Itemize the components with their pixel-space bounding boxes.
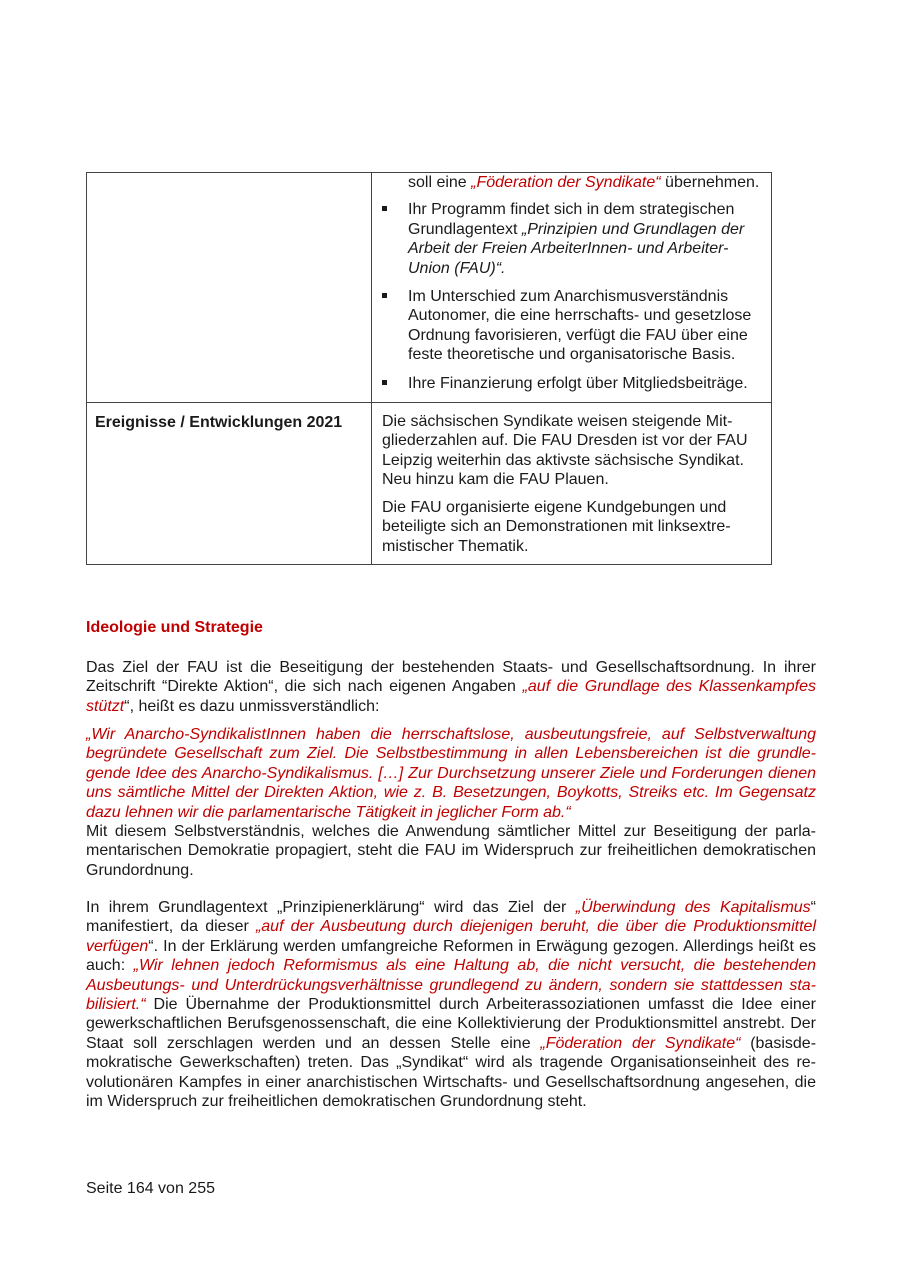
document-title: „Prinzipien und Grundlagen der Arbeit der Freien ArbeiterInnen- und Arbeiter-Union (FAU)“. — [408, 220, 745, 277]
section-heading: Ideologie und Strategie — [86, 619, 263, 636]
list-item: Ihr Programm findet sich in dem strategischen Grundlagentext „Prinzipien und Grundlagen der Arbeit der Freien ArbeiterInnen- und Arbeiter-Union (FAU)“. — [382, 200, 763, 278]
paragraph-principles: In ihrem Grundlagentext „Prinzipienerklärung“ wird das Ziel der „Überwindung des Kapitalismus“ manifestiert, da dieser „auf der Ausbeutung durch diejenigen beruht, die über die Produktionsmittel verfügen“. In der Erklärung werden umfangreiche Reformen in Erwägung gezogen. Allerdings heißt es auch: „Wir lehnen jedoch Reformismus als eine Haltung ab, die nicht versucht, die bestehenden Ausbeutungs- und Unterdrückungsverhältnisse grundlegend zu ändern, sondern sie stattdessen stabilisiert.“ Die Übernahme der Produktionsmittel durch Arbeiterassoziationen umfasst die Idee einer gewerkschaftlichen Berufsgenossenschaft, die eine Kollektivierung der Produktionsmittel anstrebt. Der Staat soll zerschlagen werden und an dessen Stelle eine „Föderation der Syndikate“ (basisdemokratische Gewerkschaften) treten. Das „Syndikat“ wird als tragende Organisationseinheit des revolutionären Kampfes in einer anarchistischen Wirtschafts- und Gesellschaftsordnung angesehen, die im Widerspruch zur freiheitlichen demokratischen Grundordnung steht. — [86, 899, 817, 1111]
page-number: Seite 164 von 255 — [86, 1180, 215, 1197]
info-table — [86, 172, 772, 565]
inline-quote: „Föderation der Syndikate“ — [540, 1034, 741, 1052]
inline-quote: „Wir lehnen jedoch Reformismus als eine Haltung ab, die nicht versucht, die bestehenden Ausbeutungs- und Unterdrückungsverhältnisse grundlegend zu ändern, sondern sie stattdessen stabilisiert.“ — [86, 957, 816, 1014]
continued-bullet: soll eine „Föderation der Syndikate“ übernehmen. — [408, 174, 760, 191]
row-label-empty — [87, 173, 372, 403]
inline-quote: „auf der Ausbeutung durch diejenigen beruht, die über die Produktionsmittel verfügen — [86, 918, 816, 955]
paragraph-conclusion: Mit diesem Selbstverständnis, welches die Anwendung sämtlicher Mittel zur Beseitigung der parlamentarischen Demokratie propagiert, steht die FAU im Widerspruch zur freiheitlichen demokratischen Grundordnung. — [86, 823, 816, 879]
bullet-list — [382, 200, 763, 393]
events-paragraph: Die sächsischen Syndikate weisen steigende Mitgliederzahlen auf. Die FAU Dresden ist vor der FAU Leipzig weiterhin das aktivste sächsische Syndikat. Neu hinzu kam die FAU Plauen. — [382, 413, 748, 489]
paragraph-intro: Das Ziel der FAU ist die Beseitigung der bestehenden Staats- und Gesellschaftsordnung. In ihrer Zeitschrift “Direkte Aktion“, die sich nach eigenen Angaben „auf die Grundlage des Klassenkampfes stützt“, heißt es dazu unmissverständlich: — [86, 659, 816, 715]
row-content — [372, 173, 772, 403]
quote-foederation: „Föderation der Syndikate“ — [471, 174, 661, 191]
row-label-cell — [87, 403, 372, 565]
inline-quote: „auf die Grundlage des Klassenkampfes stützt — [86, 678, 816, 715]
block-quote: „Wir Anarcho-SyndikalistInnen haben die herrschaftslose, ausbeutungsfreie, auf Selbstverwaltung begründete Gesellschaft zum Ziel. Die Selbstbestimmung in allen Lebensbereichen ist die grundlegende Idee des Anarcho-Syndikalismus. […] Zur Durchsetzung unserer Ziele und Forderungen dienen uns sämtliche Mittel der Direkten Aktion, wie z. B. Besetzungen, Boykotts, Streiks etc. Im Gegensatz dazu lehnen wir die parlamentarische Tätigkeit in jeglicher Form ab.“ — [86, 726, 816, 821]
row-content — [372, 403, 772, 565]
inline-quote: „Überwindung des Kapitalismus — [575, 899, 811, 916]
table-row — [87, 403, 772, 565]
list-item: Im Unterschied zum Anarchismusverständnis Autonomer, die eine herrschafts- und gesetzlose Ordnung favorisieren, verfügt die FAU über eine feste theoretische und organisatorische Basis. — [382, 287, 763, 365]
row-label: Ereignisse / Entwicklungen 2021 — [95, 414, 343, 432]
events-paragraph: Die FAU organisierte eigene Kundgebungen und beteiligte sich an Demonstrationen mit linksextremistischer Thematik. — [382, 498, 731, 555]
list-item: Ihre Finanzierung erfolgt über Mitgliedsbeiträge. — [382, 374, 763, 393]
table-row — [87, 173, 772, 403]
